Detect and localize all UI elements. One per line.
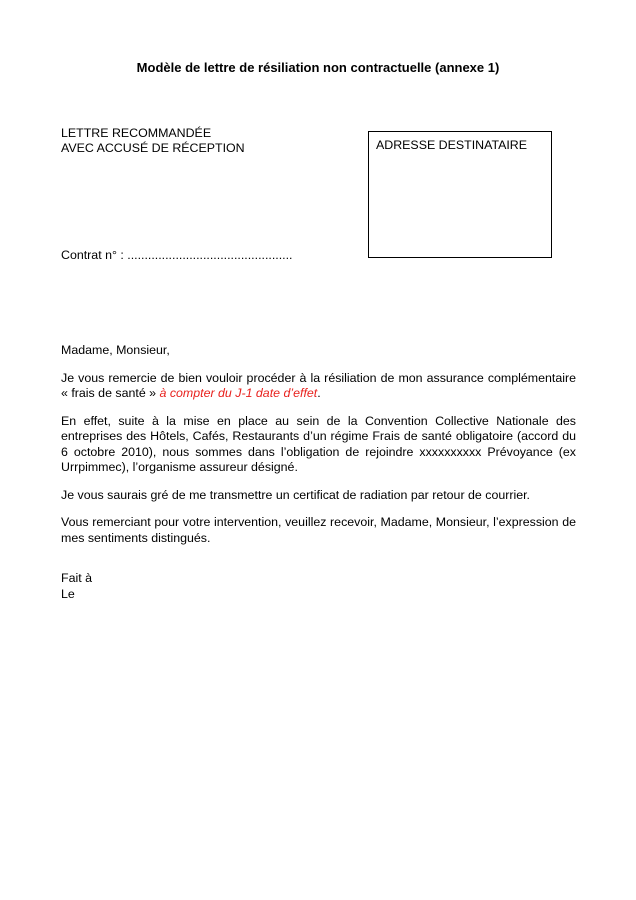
- date-line: Le: [61, 586, 75, 601]
- page-title: Modèle de lettre de résiliation non contractuelle (annexe 1): [136, 60, 500, 75]
- paragraph-termination-text: Je vous remercie de bien vouloir procéder à la résiliation de mon assurance complémentaire « frais de santé »: [61, 370, 576, 400]
- salutation: Madame, Monsieur,: [61, 343, 170, 357]
- letter-body: [61, 343, 576, 558]
- paragraph-certificate-request: Je vous saurais gré de me transmettre un certificat de radiation par retour de courrier.: [61, 487, 531, 502]
- mail-type-line-2: AVEC ACCUSÉ DE RÉCEPTION: [61, 141, 245, 155]
- effective-date-highlight: à compter du J-1 date d’effet: [159, 386, 318, 400]
- paragraph-termination-request: [61, 371, 576, 402]
- mail-type-block: [61, 126, 245, 156]
- signature-block: [61, 571, 92, 602]
- paragraph-reason: En effet, suite à la mise en place au sein de la Convention Collective Nationale des entreprises des Hôtels, Cafés, Restaurants d’un régime Frais de santé obligatoire (accord du 6 octobre 2010), nous sommes dans l’obligation de rejoindre xxxxxxxxxx Prévoyance (ex Urrpimmec), l’organisme assureur désigné.: [61, 413, 576, 474]
- recipient-address-label: ADRESSE DESTINATAIRE: [376, 138, 528, 152]
- place-line: Fait à: [61, 571, 92, 585]
- paragraph-termination-end: .: [317, 386, 321, 400]
- contract-number-field: Contrat n° : ................................................: [61, 248, 293, 262]
- paragraph-closing-formula: Vous remerciant pour votre intervention, veuillez recevoir, Madame, Monsieur, l’expression de mes sentiments distingués.: [61, 515, 576, 545]
- recipient-address-box: [368, 131, 552, 258]
- mail-type-line-1: LETTRE RECOMMANDÉE: [61, 126, 212, 140]
